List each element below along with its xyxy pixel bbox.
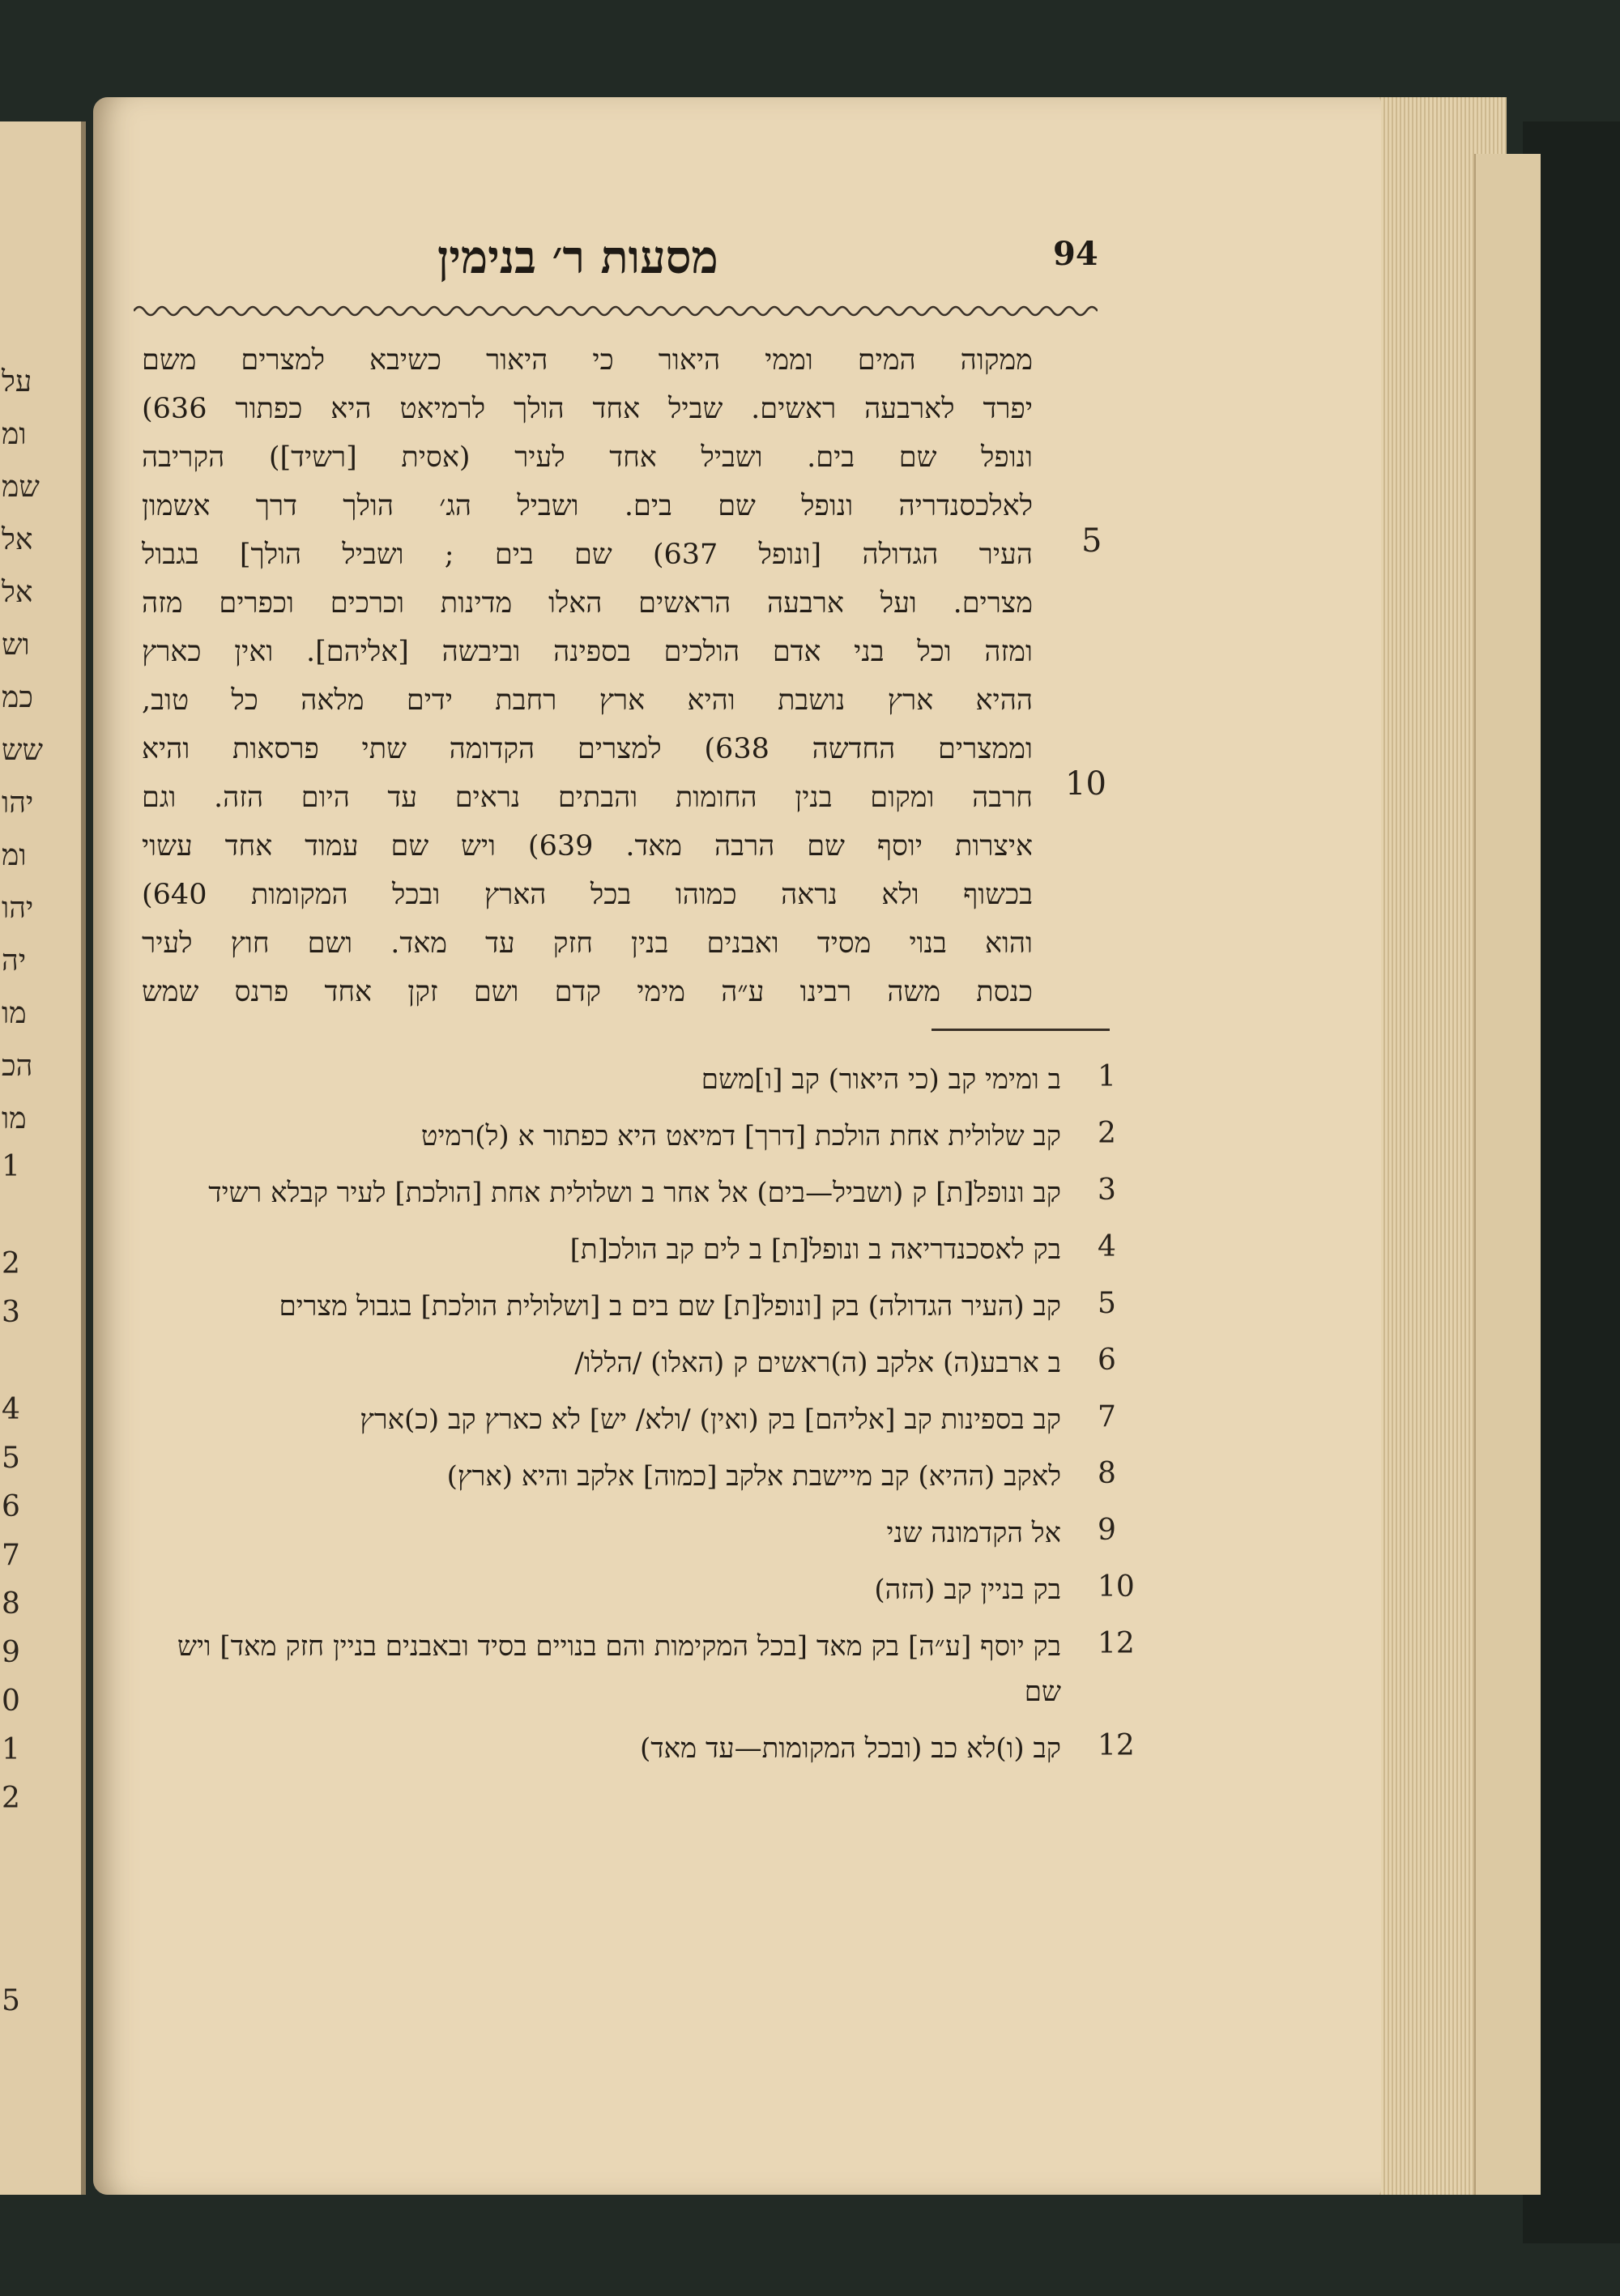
left-page-edge bbox=[0, 121, 86, 2195]
apparatus-entry bbox=[146, 1340, 1134, 1386]
left-page-fragment: ומ bbox=[2, 418, 27, 451]
text-line: העיר הגדולה [ונופל 637) שם בים ; ושביל הולך] בגבול bbox=[142, 539, 1033, 571]
text-line: מצרים. ועל ארבעה הראשים האלו מדינות וכרכים וכפרים מזה bbox=[142, 587, 1033, 620]
apparatus-line-number: 1 bbox=[1098, 1060, 1116, 1093]
left-page-fragment: 3 bbox=[2, 1296, 20, 1329]
line-number: 5 bbox=[1081, 522, 1102, 560]
left-page-fragment: 4 bbox=[2, 1393, 20, 1426]
text-line: בכשוף ולא נראה כמוהו בכל הארץ ובכל המקומות 640) bbox=[142, 879, 1033, 911]
left-page-fragment: 7 bbox=[2, 1539, 20, 1572]
apparatus-line-number: 4 bbox=[1098, 1230, 1116, 1263]
left-page-fragment: ומ bbox=[2, 839, 27, 872]
left-page-fragment: יהו bbox=[2, 786, 34, 820]
line-number: 10 bbox=[1065, 765, 1106, 803]
left-page-fragment: אל bbox=[2, 523, 33, 556]
apparatus-text: ב ומימי קב (כי היאור) קב [ו]משם bbox=[701, 1063, 1061, 1096]
apparatus-entry bbox=[146, 1170, 1134, 1216]
text-line: ומזה וכל בני אדם הולכים בספינה וביבשה [אליהם]. ואין כארץ bbox=[142, 636, 1033, 668]
left-page-fragment: 5 bbox=[2, 1442, 20, 1475]
left-page-fragment: 2 bbox=[2, 1247, 20, 1280]
apparatus-text: קב שלולית אחת הולכת [דרך] דמיאט היא כפתור א (ל)רמיט bbox=[420, 1120, 1061, 1152]
apparatus-text: קב בספינות קב [אליהם] בק (ואין) /ולא/ יש] לא כארץ קב (כ)ארץ bbox=[360, 1404, 1061, 1436]
text-line: וממצרים החדשה 638) למצרים הקדומה שתי פרסאות והיא bbox=[142, 733, 1033, 765]
footnote-rule bbox=[932, 1029, 1110, 1031]
left-page-fragment: 5 bbox=[2, 1984, 20, 2017]
left-page-fragment: וש bbox=[2, 628, 30, 662]
left-page-fragment: 1 bbox=[2, 1733, 20, 1766]
apparatus-text: קב (ו)לא כב (ובכל המקומות—עד מאד) bbox=[640, 1732, 1061, 1765]
apparatus-entry bbox=[146, 1114, 1134, 1159]
page-title: מסעות ר׳ בנימין bbox=[437, 231, 718, 284]
left-page-fragment: 1 bbox=[2, 1150, 20, 1183]
apparatus-text: בק בניין קב (הזה) bbox=[874, 1574, 1061, 1606]
apparatus-entry bbox=[146, 1057, 1134, 1102]
apparatus-entry bbox=[146, 1624, 1134, 1715]
apparatus-line-number: 9 bbox=[1098, 1514, 1116, 1547]
text-line: ממקוה המים וממי היאור כי היאור כשיבא למצרים משם bbox=[142, 344, 1033, 377]
left-page-fragment: הכ bbox=[2, 1050, 33, 1083]
left-page-fragment: 8 bbox=[2, 1587, 20, 1621]
apparatus-text: קב ונופל[ת] ק (ושביל—בים) אל אחר ב ושלולית אחת [הולכת] לעיר קבלא רשיד bbox=[208, 1177, 1061, 1209]
left-page-fragment: יה bbox=[2, 944, 27, 978]
apparatus-text: אל הקדמונה שני bbox=[886, 1517, 1061, 1549]
apparatus-line-number: 5 bbox=[1098, 1287, 1116, 1320]
apparatus-line-number: 7 bbox=[1098, 1400, 1116, 1433]
left-page-fragment: 0 bbox=[2, 1685, 20, 1718]
page-stack-edge-outer bbox=[1474, 154, 1541, 2195]
main-text-body bbox=[142, 336, 1033, 1016]
apparatus-line-number: 12 bbox=[1098, 1729, 1135, 1762]
left-page-fragment: שמ bbox=[2, 471, 40, 504]
left-page-fragment: מו bbox=[2, 1102, 27, 1135]
left-page-fragment: 9 bbox=[2, 1636, 20, 1669]
left-page-fragment: שש bbox=[2, 734, 43, 767]
text-line: ונופל שם בים. ושביל אחד לעיר (אסית [רשיד]) הקריבה bbox=[142, 441, 1033, 474]
apparatus-text: לאקב (ההיא) קב מיישבת אלקב [כמוה] אלקב והיא (ארץ) bbox=[446, 1460, 1061, 1493]
apparatus-entry bbox=[146, 1227, 1134, 1272]
text-line: יפרד לארבעה ראשים. שביל אחד הולך לרמיאט היא כפתור 636) bbox=[142, 393, 1033, 425]
text-line: והוא בנוי מסיד ואבנים בנין חזק עד מאד. ושם חוץ לעיר bbox=[142, 927, 1033, 960]
apparatus-line-number: 10 bbox=[1098, 1570, 1135, 1604]
text-line: ההיא ארץ נושבת והיא ארץ רחבת ידים מלאה כל טוב, bbox=[142, 684, 1033, 717]
apparatus-text: קב (העיר הגדולה) בק [ונופל[ת] שם בים ב [ושלולית הולכת] בגבול מצרים bbox=[279, 1290, 1061, 1323]
left-page-fragment: אל bbox=[2, 576, 33, 609]
text-line: כנסת משה רבינו ע״ה מימי קדם ושם זקן אחד פרנס שמש bbox=[142, 976, 1033, 1008]
apparatus-entry bbox=[146, 1454, 1134, 1499]
page-number: 94 bbox=[1053, 235, 1098, 273]
apparatus-entry bbox=[146, 1284, 1134, 1329]
text-line: לאלכסנדריה ונופל שם בים. ושביל הג׳ הולך דרך אשמון bbox=[142, 490, 1033, 522]
apparatus-line-number: 3 bbox=[1098, 1174, 1116, 1207]
header-wavy-rule bbox=[134, 301, 1098, 321]
left-page-fragment: 2 bbox=[2, 1782, 20, 1815]
text-line: איצרות יוסף שם הרבה מאד. 639) ויש שם עמוד אחד עשוי bbox=[142, 830, 1033, 863]
apparatus-line-number: 2 bbox=[1098, 1117, 1116, 1150]
apparatus-line-number: 12 bbox=[1098, 1627, 1135, 1660]
critical-apparatus bbox=[146, 1057, 1134, 1783]
apparatus-line-number: 8 bbox=[1098, 1457, 1116, 1490]
left-page-fragment: יהו bbox=[2, 892, 34, 925]
left-page-fragment: כמ bbox=[2, 681, 33, 714]
apparatus-text: ב ארבע(ה) אלקב (ה)ראשים ק (האלו) /הללו/ bbox=[574, 1347, 1061, 1379]
apparatus-entry bbox=[146, 1726, 1134, 1771]
apparatus-text: בק יוסף [ע״ה] בק מאד [בכל המקימות והם בנויים בסיד ובאבנים בניין חזק מאד] ויש שם bbox=[177, 1630, 1061, 1708]
left-page-fragment: 6 bbox=[2, 1490, 20, 1523]
apparatus-entry bbox=[146, 1567, 1134, 1612]
left-page-fragment: על bbox=[2, 365, 32, 398]
apparatus-entry bbox=[146, 1510, 1134, 1556]
apparatus-entry bbox=[146, 1397, 1134, 1442]
text-line: חרבה ומקום בנין החומות והבתים נראים עד היום הזה. וגם bbox=[142, 782, 1033, 814]
apparatus-line-number: 6 bbox=[1098, 1344, 1116, 1377]
apparatus-text: בק לאסכנדריאה ב ונופל[ת] ב לים קב הולכ[ת] bbox=[569, 1233, 1061, 1266]
left-page-fragment: מו bbox=[2, 997, 27, 1030]
